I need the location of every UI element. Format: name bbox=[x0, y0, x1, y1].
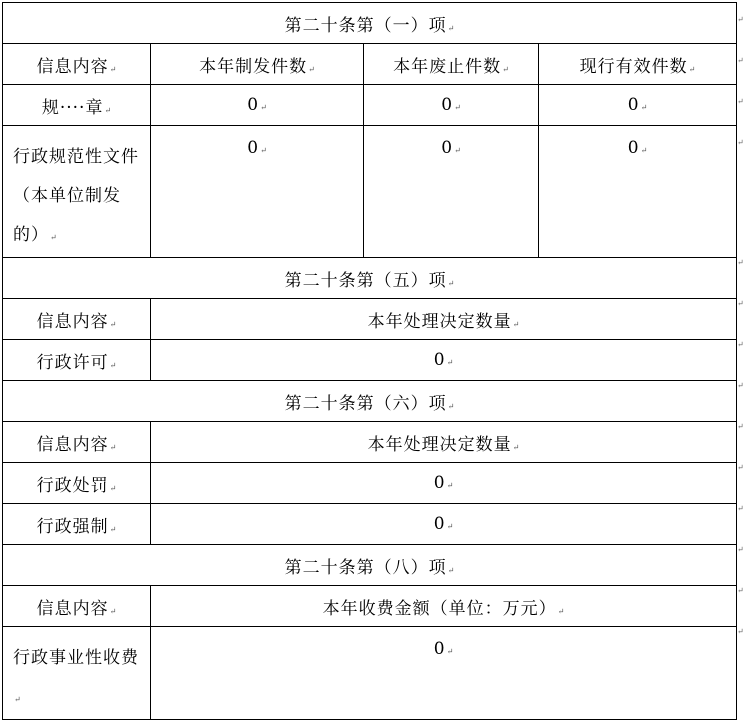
section-heading-row bbox=[3, 381, 737, 422]
disclosure-table bbox=[2, 2, 737, 720]
row-end-mark: ↵ bbox=[737, 15, 744, 24]
row-label: 行政事业性收费↵ bbox=[3, 627, 151, 720]
row-end-mark: ↵ bbox=[737, 381, 744, 390]
section-heading: 第二十条第（六）项↵ bbox=[3, 381, 737, 422]
cell-value: 0↵ bbox=[151, 340, 737, 381]
row-end-mark: ↵ bbox=[737, 504, 744, 513]
cell-value: 0↵ bbox=[539, 126, 737, 258]
section-heading-row bbox=[3, 545, 737, 586]
row-end-mark: ↵ bbox=[737, 627, 744, 636]
header-decision-count: 本年处理决定数量↵ bbox=[151, 299, 737, 340]
section-heading: 第二十条第（八）项↵ bbox=[3, 545, 737, 586]
cell-value: 0↵ bbox=[151, 126, 364, 258]
header-row bbox=[3, 44, 737, 85]
row-label: 规····章↵ bbox=[3, 85, 151, 126]
section-heading: 第二十条第（一）项↵ bbox=[3, 3, 737, 44]
row-end-mark: ↵ bbox=[737, 138, 744, 147]
cell-value: 0↵ bbox=[151, 463, 737, 504]
header-label: 信息内容↵ bbox=[3, 422, 151, 463]
row-label: 行政处罚↵ bbox=[3, 463, 151, 504]
cell-value: 0↵ bbox=[151, 627, 737, 720]
row-end-mark: ↵ bbox=[737, 545, 744, 554]
row-end-markers bbox=[737, 0, 744, 699]
header-issued-count: 本年制发件数↵ bbox=[151, 44, 364, 85]
cell-value: 0↵ bbox=[364, 126, 539, 258]
header-row bbox=[3, 586, 737, 627]
row-end-mark: ↵ bbox=[737, 340, 744, 349]
header-row bbox=[3, 299, 737, 340]
table-row bbox=[3, 85, 737, 126]
row-label: 行政强制↵ bbox=[3, 504, 151, 545]
header-repealed-count: 本年废止件数↵ bbox=[364, 44, 539, 85]
table-row bbox=[3, 627, 737, 720]
table-row bbox=[3, 126, 737, 258]
header-valid-count: 现行有效件数↵ bbox=[539, 44, 737, 85]
row-end-mark: ↵ bbox=[737, 422, 744, 431]
row-label: 行政规范性文件（本单位制发的）↵ bbox=[3, 126, 151, 258]
row-end-mark: ↵ bbox=[737, 463, 744, 472]
row-end-mark: ↵ bbox=[737, 97, 744, 106]
header-label: 信息内容↵ bbox=[3, 44, 151, 85]
table-row bbox=[3, 463, 737, 504]
row-end-mark: ↵ bbox=[737, 56, 744, 65]
row-end-mark: ↵ bbox=[737, 586, 744, 595]
cell-value: 0↵ bbox=[151, 85, 364, 126]
table-row bbox=[3, 340, 737, 381]
header-label: 信息内容↵ bbox=[3, 299, 151, 340]
header-fee-amount: 本年收费金额（单位：万元）↵ bbox=[151, 586, 737, 627]
row-end-mark: ↵ bbox=[737, 299, 744, 308]
cell-value: 0↵ bbox=[539, 85, 737, 126]
section-heading-row bbox=[3, 3, 737, 44]
section-heading-row bbox=[3, 258, 737, 299]
header-row bbox=[3, 422, 737, 463]
row-end-mark: ↵ bbox=[737, 258, 744, 267]
row-label: 行政许可↵ bbox=[3, 340, 151, 381]
cell-value: 0↵ bbox=[364, 85, 539, 126]
cell-value: 0↵ bbox=[151, 504, 737, 545]
header-decision-count: 本年处理决定数量↵ bbox=[151, 422, 737, 463]
section-heading: 第二十条第（五）项↵ bbox=[3, 258, 737, 299]
table-row bbox=[3, 504, 737, 545]
header-label: 信息内容↵ bbox=[3, 586, 151, 627]
